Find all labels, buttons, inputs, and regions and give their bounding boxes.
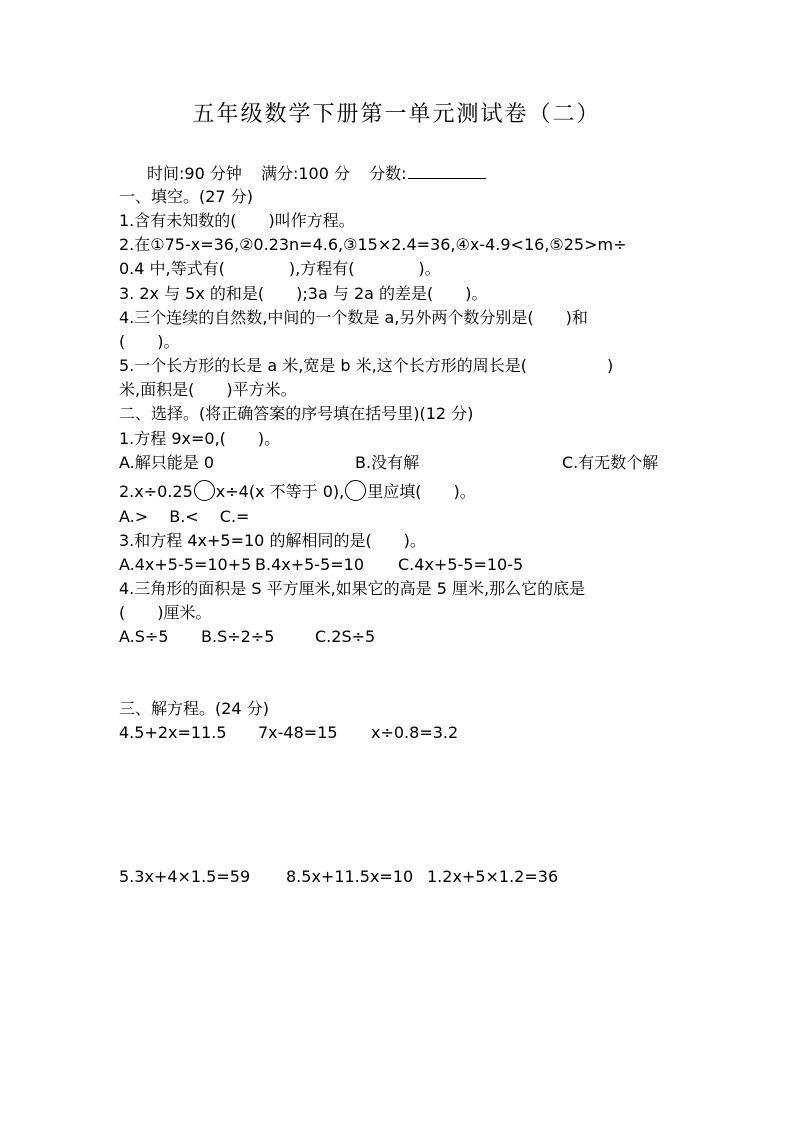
s2-q2-part1: 2.x÷0.25: [119, 482, 193, 501]
s2-q3-option-a: A.4x+5-5=10+5: [119, 555, 252, 574]
s2-q4-line1: 4.三角形的面积是 S 平方厘米,如果它的高是 5 厘米,那么它的底是: [119, 579, 586, 598]
s2-q3-option-b: B.4x+5-5=10: [255, 555, 365, 574]
s2-q4-line2: ( )厘米。: [119, 603, 212, 622]
equation: 8.5x+11.5x=10: [286, 867, 414, 886]
score-label: 分数:: [369, 164, 407, 183]
exam-meta: [147, 162, 486, 185]
s1-q5-line1: 5.一个长方形的长是 a 米,宽是 b 米,这个长方形的周长是( ): [119, 356, 614, 375]
equation: 1.2x+5×1.2=36: [427, 867, 559, 886]
s1-q5-line2: 米,面积是( )平方米。: [119, 380, 297, 399]
s2-q4-option-a: A.S÷5: [119, 627, 169, 646]
s2-q4-option-b: B.S÷2÷5: [201, 627, 275, 646]
s2-q4-option-c: C.2S÷5: [315, 627, 376, 646]
s1-q2-line2: 0.4 中,等式有( ),方程有( )。: [119, 259, 441, 278]
score-blank[interactable]: [408, 162, 486, 179]
equation: 4.5+2x=11.5: [119, 723, 227, 742]
section2-heading: 二、选择。(将正确答案的序号填在括号里)(12 分): [119, 404, 474, 423]
s2-q3: 3.和方程 4x+5=10 的解相同的是( )。: [119, 531, 426, 550]
s1-q2-line1: 2.在①75-x=36,②0.23n=4.6,③15×2.4=36,④x-4.9<16,⑤25>m÷: [119, 235, 627, 254]
section1-heading: 一、填空。(27 分): [119, 187, 253, 206]
s2-q2-part3: 里应填( )。: [367, 482, 476, 501]
page-title: 五年级数学下册第一单元测试卷（二）: [192, 102, 601, 127]
time-label: 时间:90 分钟: [147, 164, 242, 183]
s1-q4-line1: 4.三个连续的自然数,中间的一个数是 a,另外两个数分别是( )和: [119, 308, 588, 327]
s2-q2: [119, 480, 476, 503]
s2-q2-part2: x÷4(x 不等于 0),: [215, 482, 345, 501]
s2-q1-option-b: B.没有解: [355, 453, 420, 472]
s1-q1: 1.含有未知数的( )叫作方程。: [119, 211, 355, 230]
full-score-label: 满分:100 分: [260, 164, 350, 183]
compare-circle-icon: [194, 480, 215, 501]
s1-q3: 3. 2x 与 5x 的和是( );3a 与 2a 的差是( )。: [119, 284, 488, 303]
equation: 5.3x+4×1.5=59: [119, 867, 251, 886]
s2-q3-option-c: C.4x+5-5=10-5: [398, 555, 524, 574]
compare-circle-icon: [345, 480, 366, 501]
s2-q1: 1.方程 9x=0,( )。: [119, 429, 281, 448]
equation: x÷0.8=3.2: [371, 723, 459, 742]
s2-q1-option-c: C.有无数个解: [562, 453, 659, 472]
s2-q1-option-a: A.解只能是 0: [119, 453, 215, 472]
section3-heading: 三、解方程。(24 分): [119, 699, 269, 718]
s2-q2-options: A.> B.< C.=: [119, 507, 250, 526]
s1-q4-line2: ( )。: [119, 332, 180, 351]
equation: 7x-48=15: [258, 723, 338, 742]
